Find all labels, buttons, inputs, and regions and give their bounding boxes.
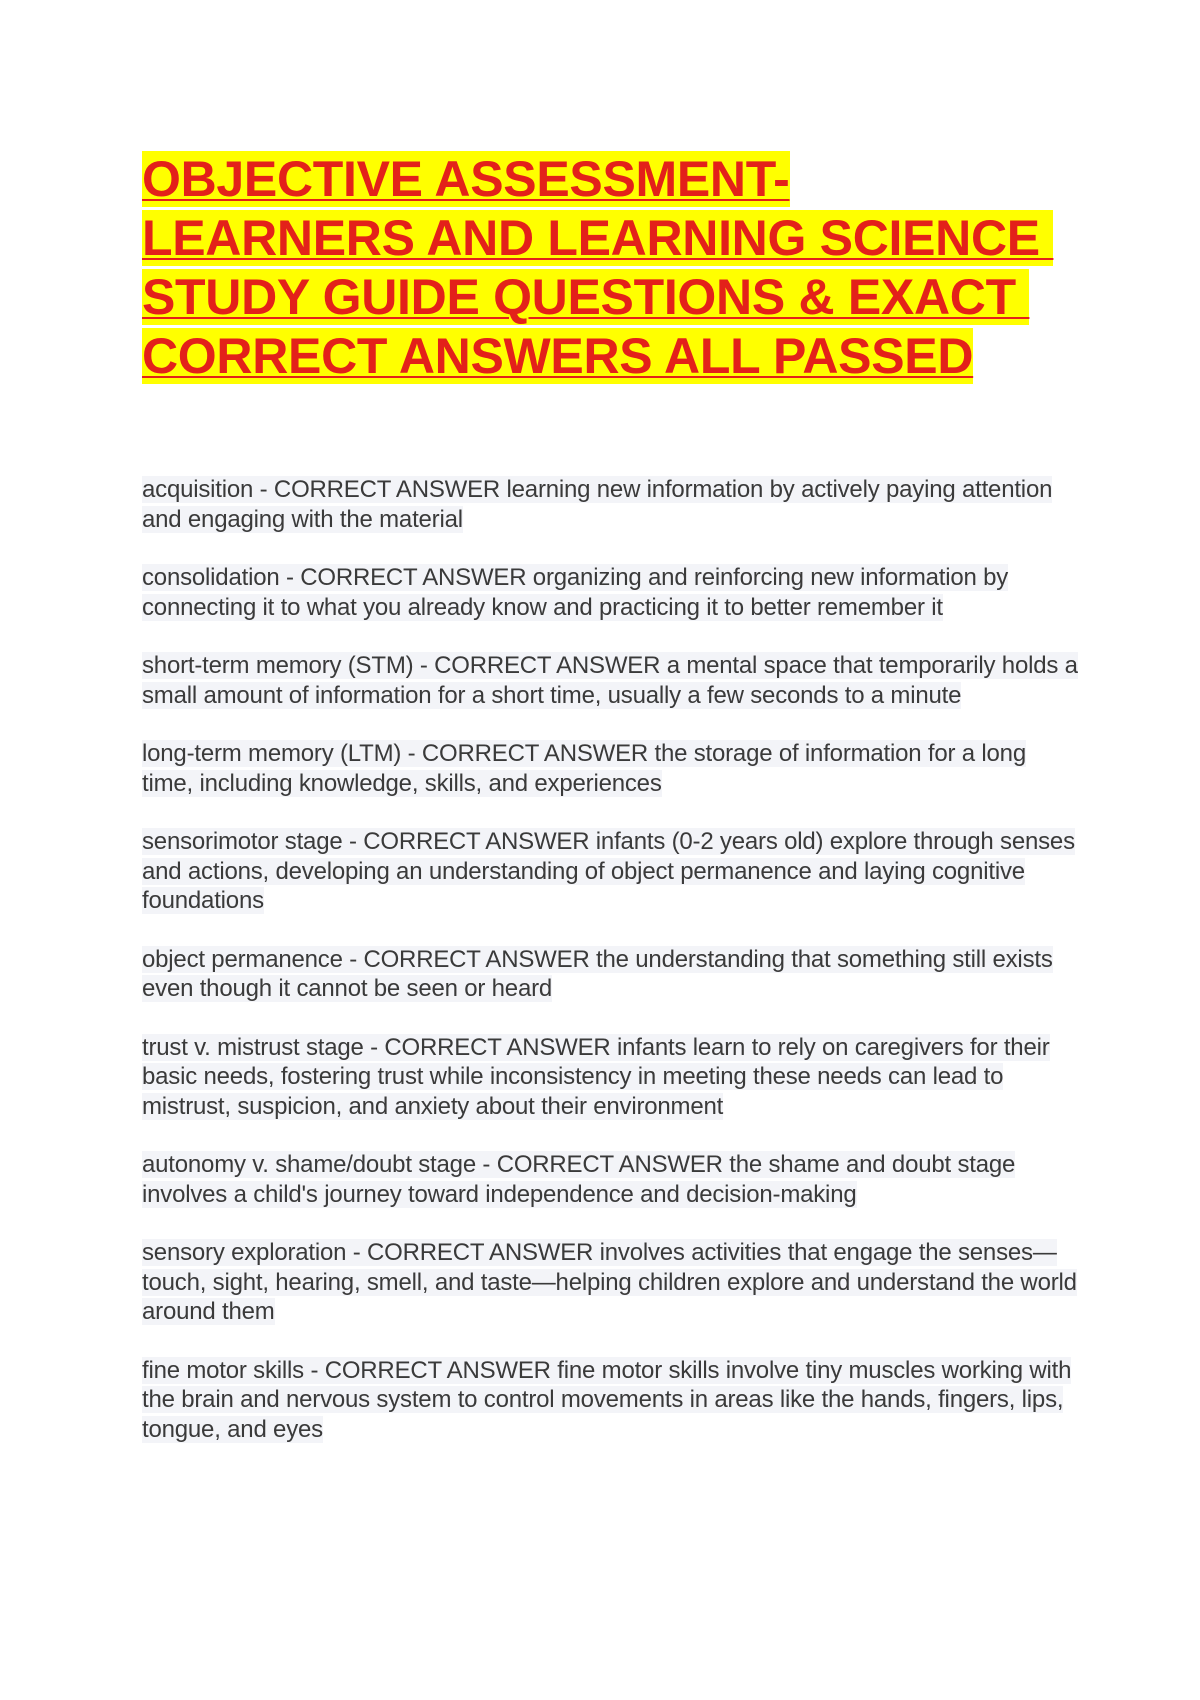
title-line: STUDY GUIDE QUESTIONS & EXACT — [142, 269, 1030, 325]
study-entry — [142, 945, 1082, 1004]
document-page — [142, 150, 1082, 1473]
entry-text: fine motor skills - CORRECT ANSWER fine motor skills involve tiny muscles working with the brain and nervous system to control movements in areas like the hands, fingers, lips, tongue, and eyes — [142, 1356, 1072, 1443]
entry-text: short-term memory (STM) - CORRECT ANSWER a mental space that temporarily holds a small amount of information for a short time, usually a few seconds to a minute — [142, 652, 1078, 709]
study-entries-list — [142, 475, 1082, 1444]
entry-text: long-term memory (LTM) - CORRECT ANSWER the storage of information for a long time, including knowledge, skills, and experiences — [142, 740, 1026, 797]
entry-text: acquisition - CORRECT ANSWER learning new information by actively paying attention and engaging with the material — [142, 476, 1053, 533]
document-title — [142, 150, 1082, 386]
study-entry — [142, 1356, 1082, 1445]
entry-text: sensorimotor stage - CORRECT ANSWER infants (0-2 years old) explore through senses and actions, developing an understanding of object permanence and laying cognitive foundations — [142, 828, 1075, 914]
entry-text: consolidation - CORRECT ANSWER organizing and reinforcing new information by connecting it to what you already know and practicing it to better remember it — [142, 564, 1009, 621]
study-entry — [142, 827, 1082, 916]
title-line: LEARNERS AND LEARNING SCIENCE — [142, 210, 1054, 266]
study-entry — [142, 563, 1082, 622]
study-entry — [142, 1033, 1082, 1122]
study-entry — [142, 475, 1082, 534]
study-entry — [142, 739, 1082, 798]
entry-text: autonomy v. shame/doubt stage - CORRECT ANSWER the shame and doubt stage involves a child's journey toward independence and decision-making — [142, 1151, 1016, 1208]
entry-text: object permanence - CORRECT ANSWER the understanding that something still exists even though it cannot be seen or heard — [142, 945, 1053, 1002]
title-line: OBJECTIVE ASSESSMENT- — [142, 151, 790, 207]
entry-text: trust v. mistrust stage - CORRECT ANSWER infants learn to rely on caregivers for their basic needs, fostering trust while inconsistency in meeting these needs can lead to mistrust, suspicion, and anxiety about their environment — [142, 1033, 1050, 1120]
study-entry — [142, 1238, 1082, 1327]
title-line: CORRECT ANSWERS ALL PASSED — [142, 328, 974, 384]
study-entry — [142, 651, 1082, 710]
entry-text: sensory exploration - CORRECT ANSWER involves activities that engage the senses—touch, sight, hearing, smell, and taste—helping children explore and understand the world around them — [142, 1239, 1077, 1325]
study-entry — [142, 1150, 1082, 1209]
